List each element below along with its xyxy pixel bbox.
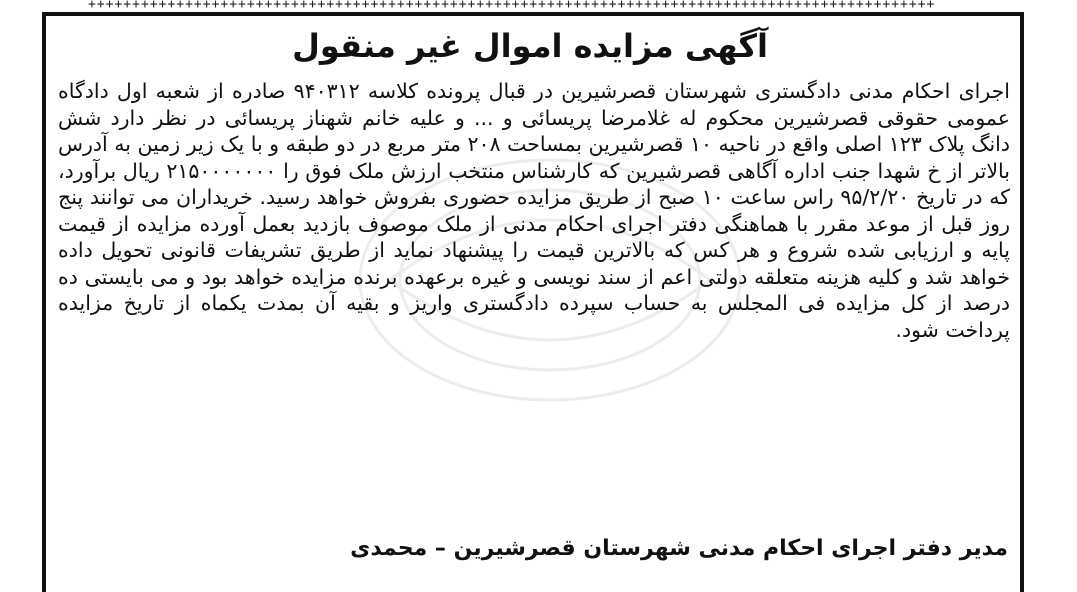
top-plus-border: ++++++++++++++++++++++++++++++++++++++++++++++++++++++++++++++++++++++++++++++++++++++++++++++++: [88, 0, 936, 10]
notice-signature: مدیر دفتر اجرای احکام مدنی شهرستان قصرشیرین – محمدی: [350, 536, 1008, 561]
notice-body: اجرای احکام مدنی دادگستری شهرستان قصرشیرین در قبال پرونده کلاسه ۹۴۰۳۱۲ صادره از شعبه اول دادگاه عمومی حقوقی قصرشیرین محکوم له غلامرضا پریسائی و ... و علیه خانم شهناز پریسائی در نظر دارد شش دانگ پلاک ۱۲۳ اصلی واقع در ناحیه ۱۰ قصرشیرین بمساحت ۲۰۸ متر مربع در دو طبقه و با یک زیر زمین به آدرس بالاتر از خ شهدا جنب اداره آگاهی قصرشیرین که کارشناس منتخب ارزش ملک فوق را ۲۱۵۰۰۰۰۰۰۰ ریال برآورد، که در تاریخ ۹۵/۲/۲۰ راس ساعت ۱۰ صبح از طریق مزایده حضوری بفروش خواهد رسید. خریداران می توانند پنج روز قبل از موعد مقرر با هماهنگی دفتر اجرای احکام مدنی از ملک موصوف بازدید بعمل آورده مزایده از قیمت پایه و ارزیابی شده شروع و هر کس که بالاترین قیمت را پیشنهاد نماید از طریق تشریفات قانونی تحویل داده خواهد شد و کلیه هزینه متعلقه دولتی اعم از سند نویسی و غیره برعهده برنده مزایده خواهد بود و می بایستی ده درصد از کل مزایده فی المجلس به حساب سپرده دادگستری واریز و بقیه آن بمدت یکماه از تاریخ مزایده پرداخت شود.: [58, 79, 1010, 342]
notice-title: آگهی مزایده اموال غیر منقول: [292, 27, 768, 65]
